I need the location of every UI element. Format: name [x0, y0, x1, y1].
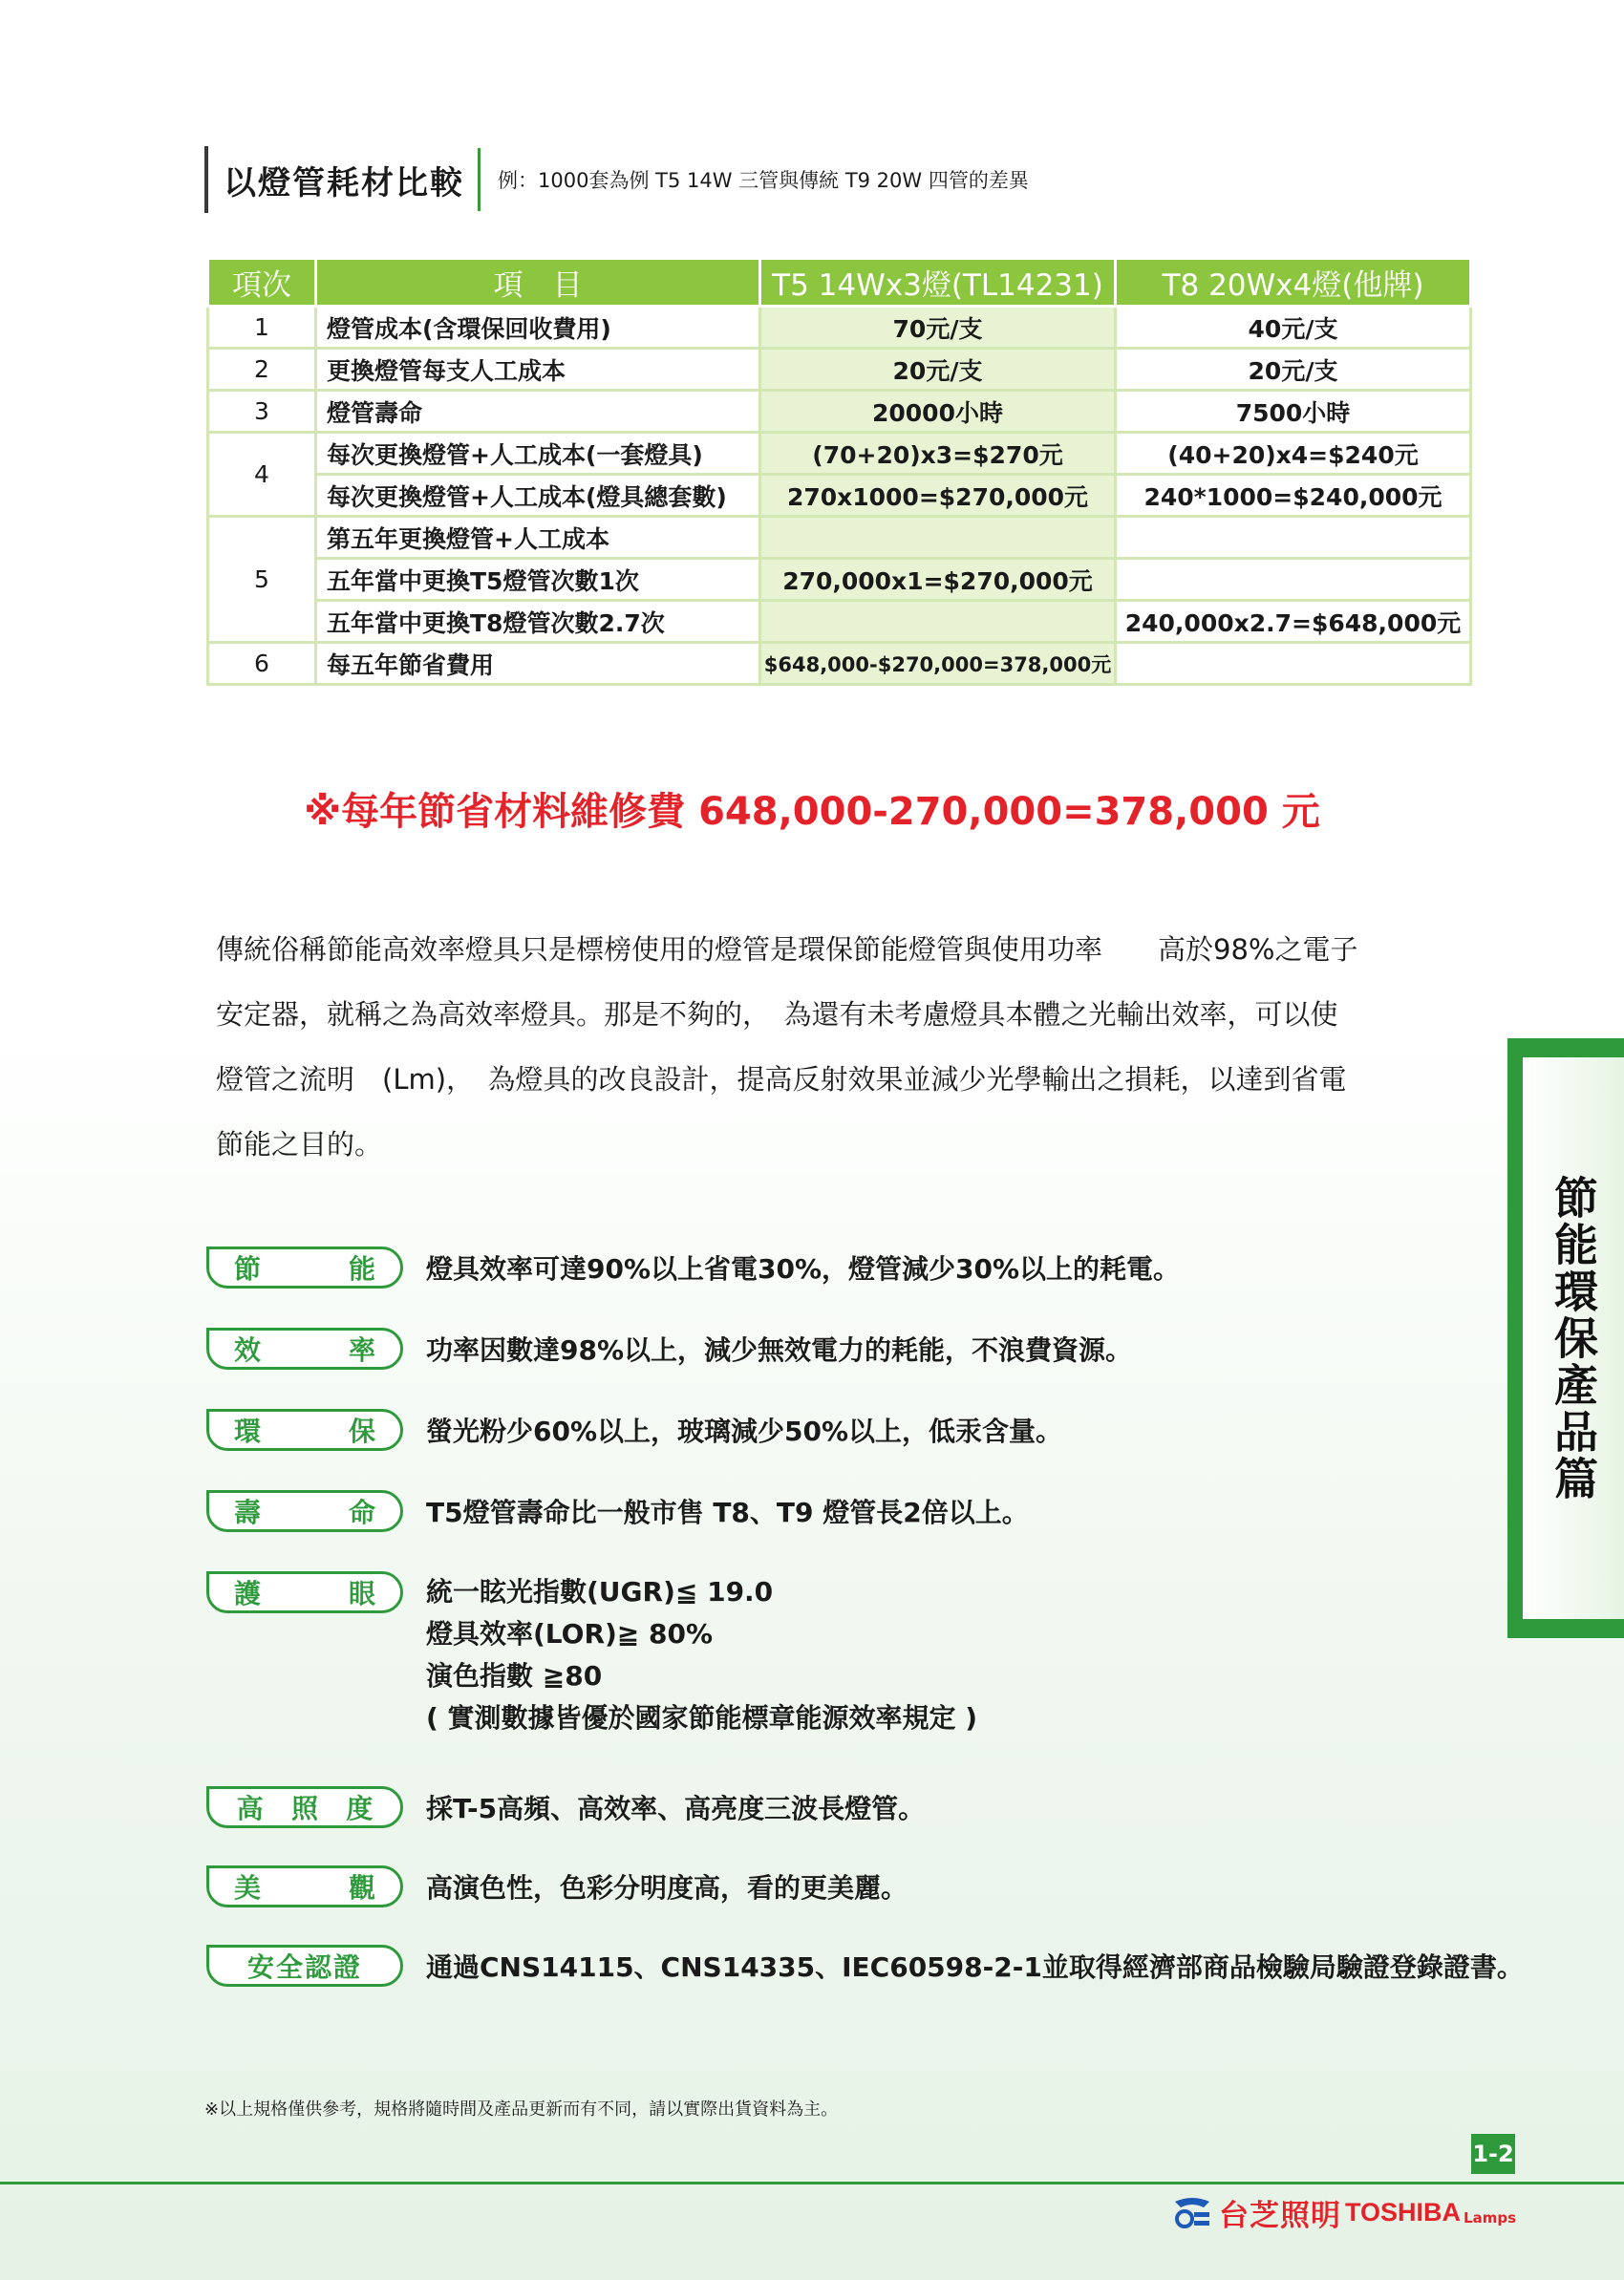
row-t5-value: $648,000-$270,000=378,000元	[760, 643, 1116, 685]
row-t8-value: 40元/支	[1116, 307, 1471, 349]
side-tab-label: 節能環保產品篇	[1548, 1174, 1599, 1502]
feature-label-pill	[206, 1945, 403, 1987]
row-item: 燈管壽命	[316, 391, 760, 433]
paragraph-line: 傳統俗稱節能高效率燈具只是標榜使用的燈管是環保節能燈管與使用功率 高於98%之電子	[216, 933, 1358, 966]
feature-description	[426, 1492, 1029, 1530]
table-row	[208, 307, 1471, 349]
row-item: 第五年更換燈管+人工成本	[316, 517, 760, 559]
header-index: 項次	[208, 259, 316, 307]
page-title: 以燈管耗材比較	[224, 163, 464, 202]
feature-line: 演色指數 ≧80	[426, 1660, 603, 1692]
row-index: 3	[208, 391, 316, 433]
feature-line: 功率因數達98%以上，減少無效電力的耗能，不浪費資源。	[426, 1334, 1133, 1366]
feature-label-pill	[206, 1409, 403, 1451]
label-char: 率	[348, 1334, 375, 1366]
feature-eye-care	[206, 1571, 977, 1739]
label-char: 效	[234, 1334, 262, 1366]
header-item: 項 目	[316, 259, 760, 307]
row-t5-value: 70元/支	[760, 307, 1116, 349]
intro-paragraph	[216, 917, 1486, 1177]
feature-line: 統一眩光指數(UGR)≦ 19.0	[426, 1576, 774, 1608]
feature-description	[426, 1330, 1132, 1368]
comparison-table	[206, 257, 1472, 686]
row-index: 4	[208, 433, 316, 517]
brand-logo	[1171, 2191, 1516, 2234]
label-char: 度	[346, 1793, 374, 1824]
row-index: 1	[208, 307, 316, 349]
row-t5-value: 20元/支	[760, 349, 1116, 391]
row-item: 燈管成本(含環保回收費用)	[316, 307, 760, 349]
row-item: 每次更換燈管+人工成本(燈具總套數)	[316, 475, 760, 517]
header-t5: T5 14Wx3燈(TL14231)	[760, 259, 1116, 307]
feature-label-pill	[206, 1786, 403, 1828]
label-char: 美	[234, 1872, 262, 1904]
savings-highlight: ※每年節省材料維修費 648,000-270,000=378,000 元	[304, 790, 1320, 834]
row-t5-value	[760, 601, 1116, 643]
row-item: 五年當中更換T8燈管次數2.7次	[316, 601, 760, 643]
table-row	[208, 601, 1471, 643]
feature-line: 採T-5高頻、高效率、高亮度三波長燈管。	[426, 1793, 926, 1824]
label-char: 照	[290, 1793, 318, 1824]
side-section-tab	[1507, 1038, 1624, 1638]
table-row	[208, 391, 1471, 433]
feature-label-pill	[206, 1328, 403, 1370]
row-t8-value: 240*1000=$240,000元	[1116, 475, 1471, 517]
brand-name-zh: 台芝照明	[1219, 2199, 1341, 2233]
table-row	[208, 517, 1471, 559]
row-t8-value	[1116, 643, 1471, 685]
feature-line: 通過CNS14115、CNS14335、IEC60598-2-1並取得經濟部商品檢驗局驗證登錄證書。	[426, 1951, 1524, 1983]
label-char: 觀	[348, 1872, 375, 1904]
feature-eco	[206, 1409, 1062, 1451]
page-subtitle: 例：1000套為例 T5 14W 三管與傳統 T9 20W 四管的差異	[498, 169, 1029, 192]
label-char: 眼	[348, 1578, 375, 1609]
feature-line: 高演色性，色彩分明度高，看的更美麗。	[426, 1872, 908, 1904]
row-index: 6	[208, 643, 316, 685]
footnote: ※以上規格僅供參考，規格將隨時間及產品更新而有不同，請以實際出貨資料為主。	[204, 2099, 839, 2120]
table-row	[208, 559, 1471, 601]
feature-high-illumination	[206, 1786, 925, 1828]
row-index: 5	[208, 517, 316, 643]
brand-name-en: TOSHIBA	[1345, 2198, 1462, 2227]
label-char: 護	[234, 1578, 262, 1609]
row-item: 每次更換燈管+人工成本(一套燈具)	[316, 433, 760, 475]
label-char: 環	[234, 1416, 262, 1447]
row-item: 更換燈管每支人工成本	[316, 349, 760, 391]
feature-description	[426, 1248, 1180, 1287]
feature-description	[426, 1947, 1524, 1985]
feature-line: T5燈管壽命比一般市售 T8、T9 燈管長2倍以上。	[426, 1497, 1029, 1528]
table-row	[208, 349, 1471, 391]
label-text: 安全認證	[246, 1951, 362, 1983]
row-t5-value: 270x1000=$270,000元	[760, 475, 1116, 517]
label-char: 保	[348, 1416, 375, 1447]
feature-efficiency	[206, 1328, 1132, 1370]
section-title	[204, 146, 1029, 213]
label-char: 節	[234, 1253, 262, 1285]
feature-description	[426, 1411, 1062, 1449]
feature-label-pill	[206, 1571, 403, 1613]
row-t8-value	[1116, 517, 1471, 559]
row-t5-value	[760, 517, 1116, 559]
table-row	[208, 475, 1471, 517]
feature-lifespan	[206, 1490, 1029, 1532]
row-item: 五年當中更換T5燈管次數1次	[316, 559, 760, 601]
paragraph-line: 燈管之流明 (Lm)， 為燈具的改良設計，提高反射效果並減少光學輸出之損耗，以達到省電	[216, 1063, 1347, 1096]
header-t8: T8 20Wx4燈(他牌)	[1116, 259, 1471, 307]
paragraph-line: 節能之目的。	[216, 1128, 383, 1161]
feature-line: 燈具效率可達90%以上省電30%，燈管減少30%以上的耗電。	[426, 1253, 1181, 1285]
row-t5-value: 20000小時	[760, 391, 1116, 433]
feature-description	[426, 1788, 925, 1826]
side-tab-inner	[1523, 1057, 1624, 1619]
footer-divider	[0, 2182, 1624, 2184]
label-char: 高	[236, 1793, 264, 1824]
row-t8-value: 7500小時	[1116, 391, 1471, 433]
brand-suffix: Lamps	[1464, 2209, 1516, 2227]
page-number: 1-2	[1471, 2134, 1515, 2174]
feature-energy-saving	[206, 1247, 1180, 1289]
feature-label-pill	[206, 1247, 403, 1289]
row-t5-value: (70+20)x3=$270元	[760, 433, 1116, 475]
paragraph-line: 安定器，就稱之為高效率燈具。那是不夠的， 為還有未考慮燈具本體之光輸出效率，可以使	[216, 998, 1338, 1031]
label-char: 命	[348, 1497, 375, 1528]
table-row	[208, 643, 1471, 685]
feature-label-pill	[206, 1490, 403, 1532]
feature-description	[426, 1571, 977, 1739]
label-char: 能	[348, 1253, 375, 1285]
row-t5-value: 270,000x1=$270,000元	[760, 559, 1116, 601]
row-index: 2	[208, 349, 316, 391]
feature-safety-certification	[206, 1945, 1524, 1987]
table-header-row	[208, 259, 1471, 307]
row-t8-value	[1116, 559, 1471, 601]
row-t8-value: (40+20)x4=$240元	[1116, 433, 1471, 475]
feature-aesthetics	[206, 1865, 908, 1907]
feature-label-pill	[206, 1865, 403, 1907]
feature-line: 燈具效率(LOR)≧ 80%	[426, 1618, 714, 1650]
row-t8-value: 240,000x2.7=$648,000元	[1116, 601, 1471, 643]
row-item: 每五年節省費用	[316, 643, 760, 685]
row-t8-value: 20元/支	[1116, 349, 1471, 391]
label-char: 壽	[234, 1497, 262, 1528]
table-row	[208, 433, 1471, 475]
feature-line: ( 實測數據皆優於國家節能標章能源效率規定 )	[426, 1702, 978, 1734]
brand-mark-icon	[1171, 2196, 1213, 2230]
feature-line: 螢光粉少60%以上，玻璃減少50%以上，低汞含量。	[426, 1416, 1063, 1447]
feature-description	[426, 1867, 908, 1906]
